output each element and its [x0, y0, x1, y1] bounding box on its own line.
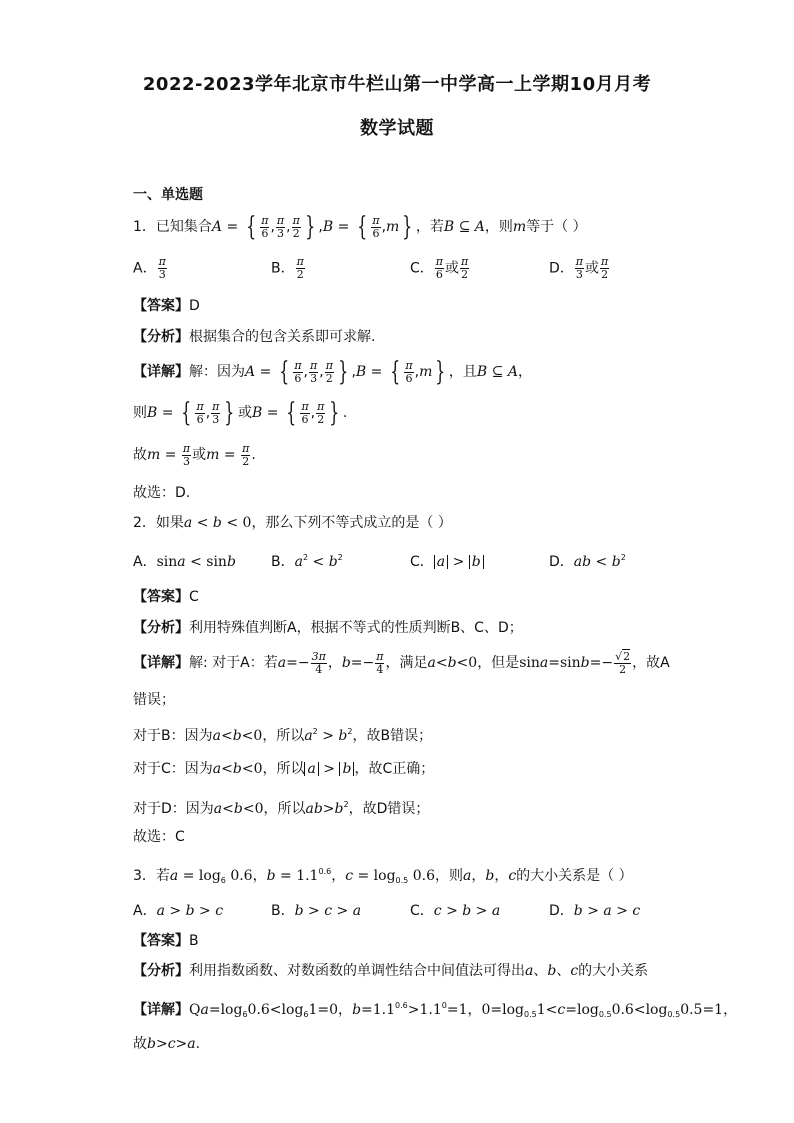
q3-conclusion: 故b>c>a.: [133, 1036, 201, 1052]
q1-stem-then: ，则: [484, 219, 513, 235]
q3-answer: 【答案】B: [133, 933, 199, 949]
page-subtitle: 数学试题: [360, 118, 434, 139]
q1-detail-line-1: 【详解】解：因为A = { $\frac{\pi}{6}$ , $\frac{\pi}{3}$ , $\frac{\pi}{2}$ } ,B = { $\frac{\pi}{6}$ ,m } ，且B ⊆ A，: [133, 357, 532, 387]
fraction: $\frac{\pi}{3}$: [276, 213, 285, 240]
q1-option-b: B． $\frac{\pi}{2}$: [271, 255, 304, 281]
q3-analysis: 【分析】利用指数函数、对数函数的单调性结合中间值法可得出a、b、c的大小关系: [133, 963, 649, 979]
q1-answer: 【答案】D: [133, 298, 200, 314]
question-2-stem: 2．如果a < b < 0，那么下列不等式成立的是（ ）: [133, 515, 452, 531]
q2-conclusion: 故选：C: [133, 829, 185, 845]
question-1-stem: 1．已知集合A = { $\frac{\pi}{6}$ , $\frac{\pi}{3}$ , $\frac{\pi}{2}$ } ,B = { $\frac{\pi}{6}$ ,m } ，若B ⊆ A，则m等于（ ）: [133, 212, 587, 242]
q1-stem-end: 等于（ ）: [526, 219, 587, 235]
q3-option-b: B．b > c > a: [271, 903, 362, 919]
q2-option-a: A．sina < sinb: [133, 554, 236, 570]
section-heading: 一、单选题: [133, 187, 203, 203]
q2-detail-line-1: 【详解】解: 对于A：若a=− $\frac{3\pi}{4}$ ，b=− $\frac{\pi}{4}$ ，满足a<b<0，但是sina=sinb=− $\frac{√2}{2}$ ，故A: [133, 649, 670, 676]
q2-detail-d: 对于D：因为a<b<0，所以$ab>b^2$，故D错误；: [133, 800, 430, 817]
q1-option-d: D． $\frac{\pi}{3}$ 或 $\frac{\pi}{2}$: [549, 255, 609, 281]
q2-option-d: D．ab < $b^2$: [549, 553, 626, 570]
q2-detail-line-2: 错误；: [133, 692, 175, 708]
q2-answer: 【答案】C: [133, 589, 199, 605]
question-3-stem: 3．若$a = \log_6 0.6$，$b = 1.1^{0.6}$，$c = \log_{0.5} 0.6$，则a，b，c的大小关系是（ ）: [133, 867, 633, 885]
q1-analysis: 【分析】根据集合的包含关系即可求解.: [133, 329, 376, 345]
q1-option-a: A． $\frac{\pi}{3}$: [133, 255, 166, 281]
q3-option-c: C．c > b > a: [410, 903, 501, 919]
fraction: $\frac{\pi}{6}$: [372, 213, 380, 240]
q1-stem-mid: ，若: [415, 219, 444, 235]
fraction: $\frac{\pi}{6}$: [261, 213, 269, 240]
q1-conclusion: 故选：D.: [133, 485, 191, 501]
q2-option-c: C． a > b: [410, 551, 484, 571]
q3-option-d: D．b > a > c: [549, 903, 641, 919]
q3-option-a: A．a > b > c: [133, 903, 224, 919]
page-title: 2022-2023学年北京市牛栏山第一中学高一上学期10月月考: [142, 74, 652, 95]
q3-detail: 【详解】$Qa=\log_60.6<\log_61=0$，$b=1.1^{0.6}>1.1^0=1$，$0=\log_{0.5}1<c=\log_{0.5}0.6<\log_{0.5}0.5=1$，: [133, 1001, 738, 1019]
q1-option-c: C． $\frac{\pi}{6}$ 或 $\frac{\pi}{2}$: [410, 255, 469, 281]
q2-detail-c: 对于C：因为a<b<0，所以 a > b ，故C正确；: [133, 761, 435, 777]
q1-detail-line-3: 故m = $\frac{\pi}{3}$ 或m = $\frac{\pi}{2}$ .: [133, 441, 256, 468]
fraction: $\frac{\pi}{2}$: [292, 213, 300, 240]
q2-detail-b: 对于B：因为a<b<0，所以$a^2 > b^2$，故B错误；: [133, 727, 433, 744]
q1-detail-line-2: 则B = { $\frac{\pi}{6}$ , $\frac{\pi}{3}$ } 或B = { $\frac{\pi}{6}$ , $\frac{\pi}{2}$ } .: [133, 398, 348, 428]
q1-stem-prefix: 1．已知集合: [133, 219, 212, 235]
q2-analysis: 【分析】利用特殊值判断A，根据不等式的性质判断B、C、D；: [133, 620, 523, 636]
q2-option-b: B．$a^2 < b^2$: [271, 553, 343, 570]
